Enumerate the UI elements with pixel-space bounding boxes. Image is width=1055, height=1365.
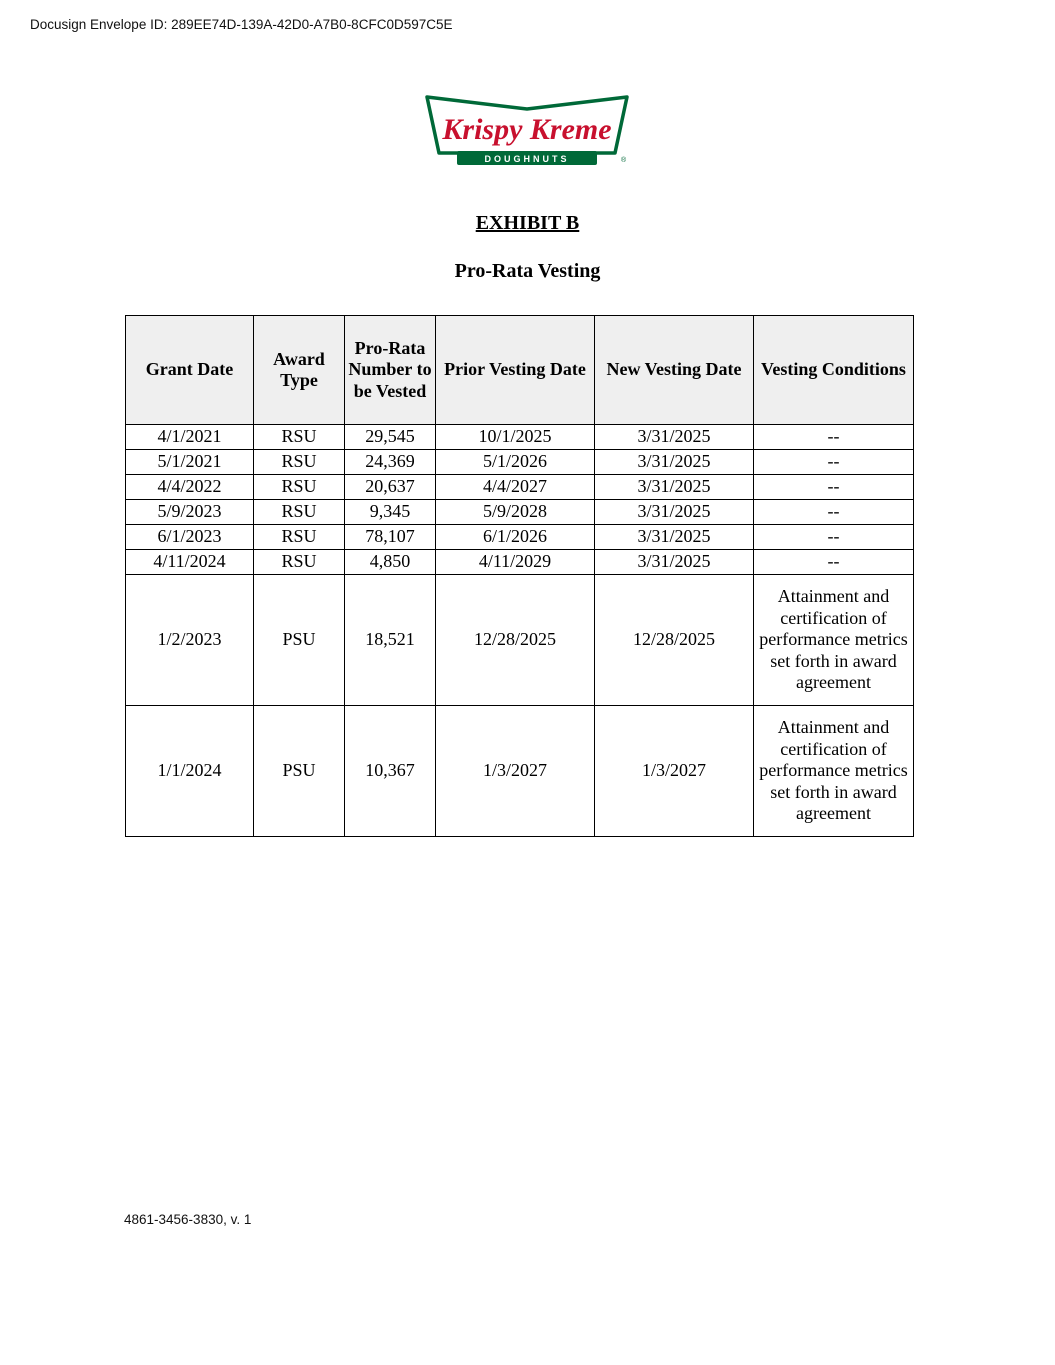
header-award-type: Award Type xyxy=(254,316,345,425)
table-row xyxy=(126,550,914,575)
table-row xyxy=(126,575,914,706)
cell-new-vesting-date: 3/31/2025 xyxy=(595,425,754,450)
exhibit-subtitle: Pro-Rata Vesting xyxy=(454,260,601,282)
cell-grant-date: 4/11/2024 xyxy=(126,550,254,575)
cell-vesting-conditions: -- xyxy=(754,525,914,550)
cell-award-type: PSU xyxy=(254,575,345,706)
logo-brand: Krispy Kreme xyxy=(442,113,612,146)
table-row xyxy=(126,500,914,525)
header-vesting-conditions: Vesting Conditions xyxy=(754,316,914,425)
cell-vesting-conditions: -- xyxy=(754,500,914,525)
exhibit-title: EXHIBIT B xyxy=(475,212,580,234)
cell-prior-vesting-date: 5/1/2026 xyxy=(436,450,595,475)
cell-vesting-conditions: -- xyxy=(754,475,914,500)
cell-pro-rata-number: 9,345 xyxy=(345,500,436,525)
cell-new-vesting-date: 3/31/2025 xyxy=(595,525,754,550)
cell-prior-vesting-date: 4/11/2029 xyxy=(436,550,595,575)
table-row xyxy=(126,425,914,450)
cell-prior-vesting-date: 4/4/2027 xyxy=(436,475,595,500)
cell-grant-date: 6/1/2023 xyxy=(126,525,254,550)
table-row xyxy=(126,450,914,475)
cell-award-type: RSU xyxy=(254,475,345,500)
document-footer-id: 4861-3456-3830, v. 1 xyxy=(124,1212,252,1227)
cell-grant-date: 4/1/2021 xyxy=(126,425,254,450)
header-grant-date: Grant Date xyxy=(126,316,254,425)
header-pro-rata-number: Pro-Rata Number to be Vested xyxy=(345,316,436,425)
cell-vesting-conditions: Attainment and certification of performance metrics set forth in award agreement xyxy=(754,706,914,837)
krispy-kreme-logo xyxy=(425,95,629,167)
cell-grant-date: 1/1/2024 xyxy=(126,706,254,837)
header-new-vesting-date: New Vesting Date xyxy=(595,316,754,425)
cell-award-type: RSU xyxy=(254,425,345,450)
logo-registered-mark: ® xyxy=(621,157,627,164)
cell-pro-rata-number: 4,850 xyxy=(345,550,436,575)
cell-new-vesting-date: 3/31/2025 xyxy=(595,500,754,525)
cell-grant-date: 4/4/2022 xyxy=(126,475,254,500)
cell-grant-date: 1/2/2023 xyxy=(126,575,254,706)
cell-prior-vesting-date: 10/1/2025 xyxy=(436,425,595,450)
cell-pro-rata-number: 24,369 xyxy=(345,450,436,475)
cell-grant-date: 5/1/2021 xyxy=(126,450,254,475)
cell-new-vesting-date: 3/31/2025 xyxy=(595,450,754,475)
cell-vesting-conditions: Attainment and certification of performance metrics set forth in award agreement xyxy=(754,575,914,706)
cell-pro-rata-number: 78,107 xyxy=(345,525,436,550)
cell-pro-rata-number: 18,521 xyxy=(345,575,436,706)
logo-tagline: DOUGHNUTS xyxy=(484,154,570,164)
cell-prior-vesting-date: 1/3/2027 xyxy=(436,706,595,837)
cell-award-type: RSU xyxy=(254,450,345,475)
docusign-envelope-id: Docusign Envelope ID: 289EE74D-139A-42D0-A7B0-8CFC0D597C5E xyxy=(30,17,453,32)
cell-vesting-conditions: -- xyxy=(754,550,914,575)
cell-pro-rata-number: 10,367 xyxy=(345,706,436,837)
cell-award-type: PSU xyxy=(254,706,345,837)
table-row xyxy=(126,525,914,550)
cell-new-vesting-date: 12/28/2025 xyxy=(595,575,754,706)
cell-pro-rata-number: 20,637 xyxy=(345,475,436,500)
cell-vesting-conditions: -- xyxy=(754,425,914,450)
vesting-table xyxy=(125,315,914,837)
header-prior-vesting-date: Prior Vesting Date xyxy=(436,316,595,425)
cell-prior-vesting-date: 5/9/2028 xyxy=(436,500,595,525)
cell-grant-date: 5/9/2023 xyxy=(126,500,254,525)
cell-prior-vesting-date: 6/1/2026 xyxy=(436,525,595,550)
cell-pro-rata-number: 29,545 xyxy=(345,425,436,450)
table-row xyxy=(126,706,914,837)
cell-prior-vesting-date: 12/28/2025 xyxy=(436,575,595,706)
cell-new-vesting-date: 3/31/2025 xyxy=(595,550,754,575)
table-header-row xyxy=(126,316,914,425)
cell-vesting-conditions: -- xyxy=(754,450,914,475)
cell-new-vesting-date: 1/3/2027 xyxy=(595,706,754,837)
cell-new-vesting-date: 3/31/2025 xyxy=(595,475,754,500)
cell-award-type: RSU xyxy=(254,550,345,575)
table-row xyxy=(126,475,914,500)
cell-award-type: RSU xyxy=(254,500,345,525)
cell-award-type: RSU xyxy=(254,525,345,550)
